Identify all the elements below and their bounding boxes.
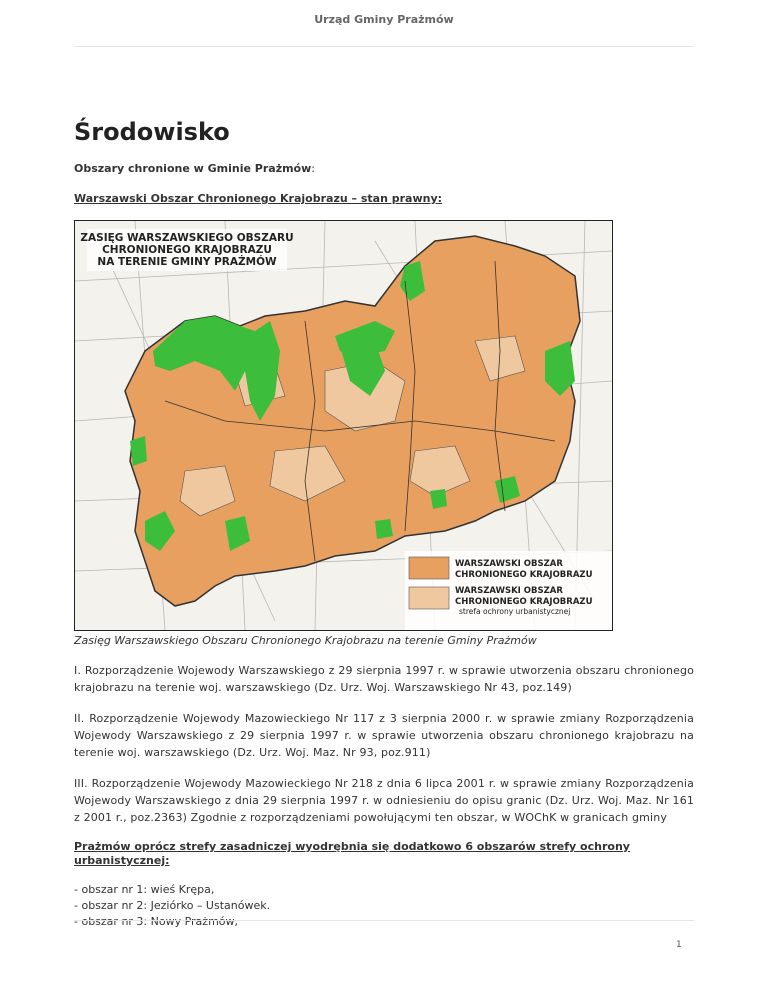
list-item: - obszar nr 3: Nowy Prażmów, (74, 915, 239, 928)
list-item: - obszar nr 1: wieś Krępa, (74, 883, 215, 896)
subtitle-colon: : (311, 162, 315, 175)
legend-2-line-3: strefa ochrony urbanistycznej (459, 607, 571, 616)
map-legend (405, 551, 612, 630)
map-title-box (80, 229, 293, 271)
subtitle-bold: Obszary chronione w Gminie Prażmów (74, 162, 312, 175)
legend-swatch-urban (409, 587, 449, 609)
subtitle (74, 162, 694, 176)
page-number: 1 (676, 940, 682, 950)
map-title-line-3: NA TERENIE GMINY PRAŻMÓW (97, 256, 277, 268)
paragraph-1: I. Rozporządzenie Wojewody Warszawskiego z 29 sierpnia 1997 r. w sprawie utworzenia obszaru chronionego krajobrazu na terenie woj. warszawskiego (Dz. Urz. Woj. Warszawskiego Nr 43, poz.149) (74, 664, 694, 694)
map-title-line-1: ZASIĘG WARSZAWSKIEGO OBSZARU (80, 232, 294, 244)
map-caption: Zasięg Warszawskiego Obszaru Chronionego Krajobrazu na terenie Gminy Prażmów (74, 634, 537, 647)
map-title-line-2: CHRONIONEGO KRAJOBRAZU (102, 244, 272, 256)
paragraph-3: III. Rozporządzenie Wojewody Mazowieckiego Nr 218 z dnia 6 lipca 2001 r. w sprawie zmiany Rozporządzenia Wojewody Warszawskiego z dnia 29 sierpnia 1997 r. w odniesieniu do opisu granic (Dz. Urz. Woj. Maz. Nr 161 z 2001 r., poz.2363) Zgodnie z rozporządzeniami powołującymi ten obszar, w WOChK w granicach gminy (74, 777, 694, 824)
section-heading: Warszawski Obszar Chronionego Krajobrazu – stan prawny: (74, 192, 443, 205)
legend-1-line-2: CHRONIONEGO KRAJOBRAZU (455, 570, 593, 580)
area-list (74, 882, 694, 930)
page-title: Środowisko (74, 118, 230, 146)
urban-zone-heading: Prażmów oprócz strefy zasadniczej wyodrębnia się dodatkowo 6 obszarów strefy ochrony urbanistycznej: (74, 840, 630, 867)
page-header (74, 0, 694, 47)
main-content (74, 118, 694, 930)
legend-2-line-2: CHRONIONEGO KRAJOBRAZU (455, 597, 593, 607)
legend-swatch-protected (409, 557, 449, 579)
list-item: - obszar nr 2: Jeziórko – Ustanówek. (74, 899, 271, 912)
paragraph-2: II. Rozporządzenie Wojewody Mazowieckiego Nr 117 z 3 sierpnia 2000 r. w sprawie zmiany Rozporządzenia Wojewody Warszawskiego z 29 sierpnia 1997 r. w sprawie utworzenia obszaru chronionego krajobrazu na terenie woj. warszawskiego (Dz. Urz. Woj. Maz. Nr 93, poz.911) (74, 712, 694, 759)
protected-area-map (74, 220, 613, 631)
map-image (75, 221, 612, 630)
legend-2-line-1: WARSZAWSKI OBSZAR (455, 586, 563, 596)
site-name: Urząd Gminy Prażmów (314, 13, 454, 26)
footer-divider (74, 920, 694, 921)
legend-1-line-1: WARSZAWSKI OBSZAR (455, 559, 563, 569)
